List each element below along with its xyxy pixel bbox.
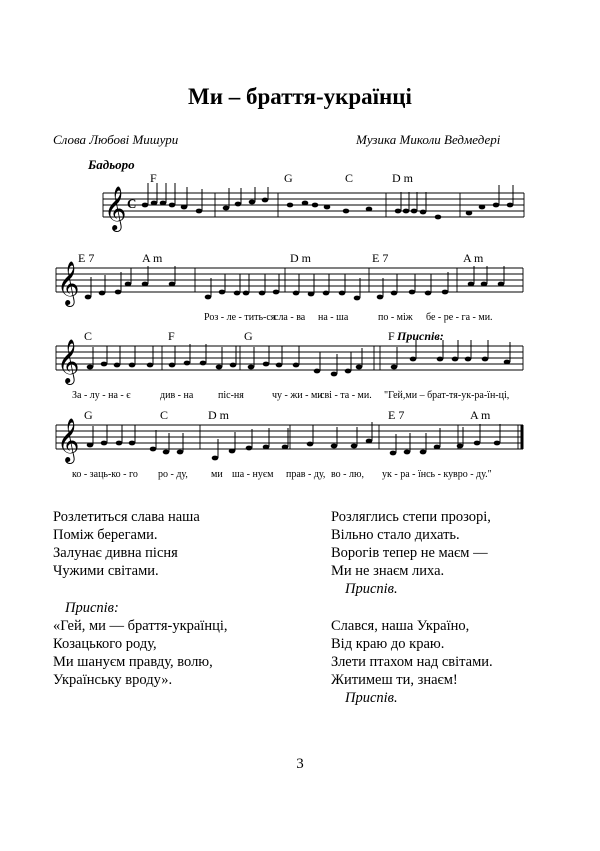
verse-line: Чужими світами. bbox=[53, 563, 159, 579]
music-system-2 bbox=[56, 262, 523, 307]
lyric-syllables: во - лю, bbox=[331, 469, 364, 480]
verse-line: Вільно стало дихать. bbox=[331, 527, 460, 543]
verse-line: Козацького роду, bbox=[53, 636, 157, 652]
lyric-syllables: див - на bbox=[160, 390, 194, 401]
chord-symbol: G bbox=[284, 171, 293, 185]
lyric-syllables: піс-ня bbox=[218, 390, 244, 401]
treble-clef-icon: 𝄞 bbox=[104, 188, 127, 230]
chord-symbol: C bbox=[160, 408, 169, 422]
chord-symbol: D m bbox=[208, 408, 229, 422]
chord-symbol: E 7 bbox=[78, 251, 95, 265]
lyric-syllables: прав - ду, bbox=[286, 469, 326, 480]
music-system-3 bbox=[56, 340, 523, 385]
music-author: Музика Миколи Ведмедері bbox=[356, 132, 501, 147]
chord-symbol: F bbox=[388, 329, 395, 343]
tempo-marking: Бадьоро bbox=[88, 157, 135, 172]
lyric-syllables: на - ша bbox=[318, 312, 349, 323]
chord-symbols bbox=[78, 171, 491, 422]
notes bbox=[87, 439, 501, 461]
verse-line: Залунає дивна пісня bbox=[53, 545, 178, 561]
lyric-syllables: сві - та - ми. bbox=[320, 390, 372, 401]
lyric-syllables: ук - ра - їнсь - ку bbox=[382, 469, 454, 480]
treble-clef-icon: 𝄞 bbox=[57, 341, 80, 383]
page-number: 3 bbox=[296, 756, 304, 772]
chord-symbol: E 7 bbox=[372, 251, 389, 265]
refrain-label: Приспів. bbox=[345, 690, 398, 706]
lyric-syllables: ша - нуєм bbox=[232, 469, 274, 480]
lyric-syllables: За - лу - на - є bbox=[72, 390, 131, 401]
verse-line: «Гей, ми — браття-українці, bbox=[53, 618, 228, 634]
refrain-marker: Приспів: bbox=[397, 329, 444, 343]
verse-line: Житимеш ти, знаєм! bbox=[331, 672, 458, 688]
lyric-syllables: чу - жи - ми bbox=[272, 390, 323, 401]
chord-symbol: D m bbox=[392, 171, 413, 185]
verse-line: Ми не знаєм лиха. bbox=[331, 563, 445, 579]
stems bbox=[93, 422, 500, 458]
chord-symbol: A m bbox=[463, 251, 484, 265]
chord-symbol: C bbox=[345, 171, 354, 185]
verse-line: Ворогів тепер не маєм — bbox=[331, 545, 488, 561]
verse-line: Розляглись степи прозорі, bbox=[331, 509, 491, 525]
lyric-syllables: сла - ва bbox=[274, 312, 306, 323]
lyric-syllables: ро - ду, bbox=[158, 469, 188, 480]
verse-line: Розлетиться слава наша bbox=[53, 509, 200, 525]
chord-symbol: G bbox=[244, 329, 253, 343]
verse-line: Поміж берегами. bbox=[53, 527, 158, 543]
verses-left bbox=[53, 508, 228, 689]
notes bbox=[85, 282, 505, 301]
lyric-syllables: по - між bbox=[378, 312, 413, 323]
lyric-syllables: ми bbox=[211, 469, 223, 480]
chord-symbol: F bbox=[150, 171, 157, 185]
lyric-syllables: бе - ре - га - ми. bbox=[426, 312, 493, 323]
chord-symbol: F bbox=[168, 329, 175, 343]
verses-right bbox=[331, 508, 493, 707]
lyric-syllables: вро - ду." bbox=[453, 469, 492, 480]
song-title: Ми – браття-українці bbox=[188, 84, 412, 109]
refrain-label: Приспів: bbox=[65, 600, 119, 616]
chord-symbol: A m bbox=[142, 251, 163, 265]
stems bbox=[148, 183, 513, 212]
chord-symbol: E 7 bbox=[388, 408, 405, 422]
refrain-label: Приспів. bbox=[345, 581, 398, 597]
staff-lines bbox=[56, 425, 523, 449]
verse-line: Ми шануєм правду, волю, bbox=[53, 654, 213, 670]
verse-line: Від краю до краю. bbox=[331, 636, 445, 652]
verse-line: Українську вроду». bbox=[53, 672, 173, 688]
lyrics-author: Слова Любові Мишури bbox=[53, 132, 179, 147]
staff-lines bbox=[56, 268, 523, 292]
lyric-syllables: "Гей,ми – брат-тя-ук-ра-їн-ці, bbox=[384, 390, 510, 401]
common-time-icon: C bbox=[127, 196, 137, 211]
chord-symbol: D m bbox=[290, 251, 311, 265]
lyric-syllables: ко - заць-ко - го bbox=[72, 469, 138, 480]
treble-clef-icon: 𝄞 bbox=[57, 263, 80, 305]
chord-symbol: A m bbox=[470, 408, 491, 422]
verse-line: Злети птахом над світами. bbox=[331, 654, 493, 670]
notes bbox=[142, 198, 514, 220]
treble-clef-icon: 𝄞 bbox=[57, 420, 80, 462]
chord-symbol: G bbox=[84, 408, 93, 422]
music-system-4 bbox=[56, 419, 523, 464]
lyric-syllables: Роз - ле - тить-ся bbox=[204, 312, 276, 323]
stems bbox=[93, 340, 510, 374]
chord-symbol: C bbox=[84, 329, 93, 343]
music-system-1 bbox=[103, 183, 524, 232]
verse-line: Слався, наша Україно, bbox=[331, 618, 470, 634]
